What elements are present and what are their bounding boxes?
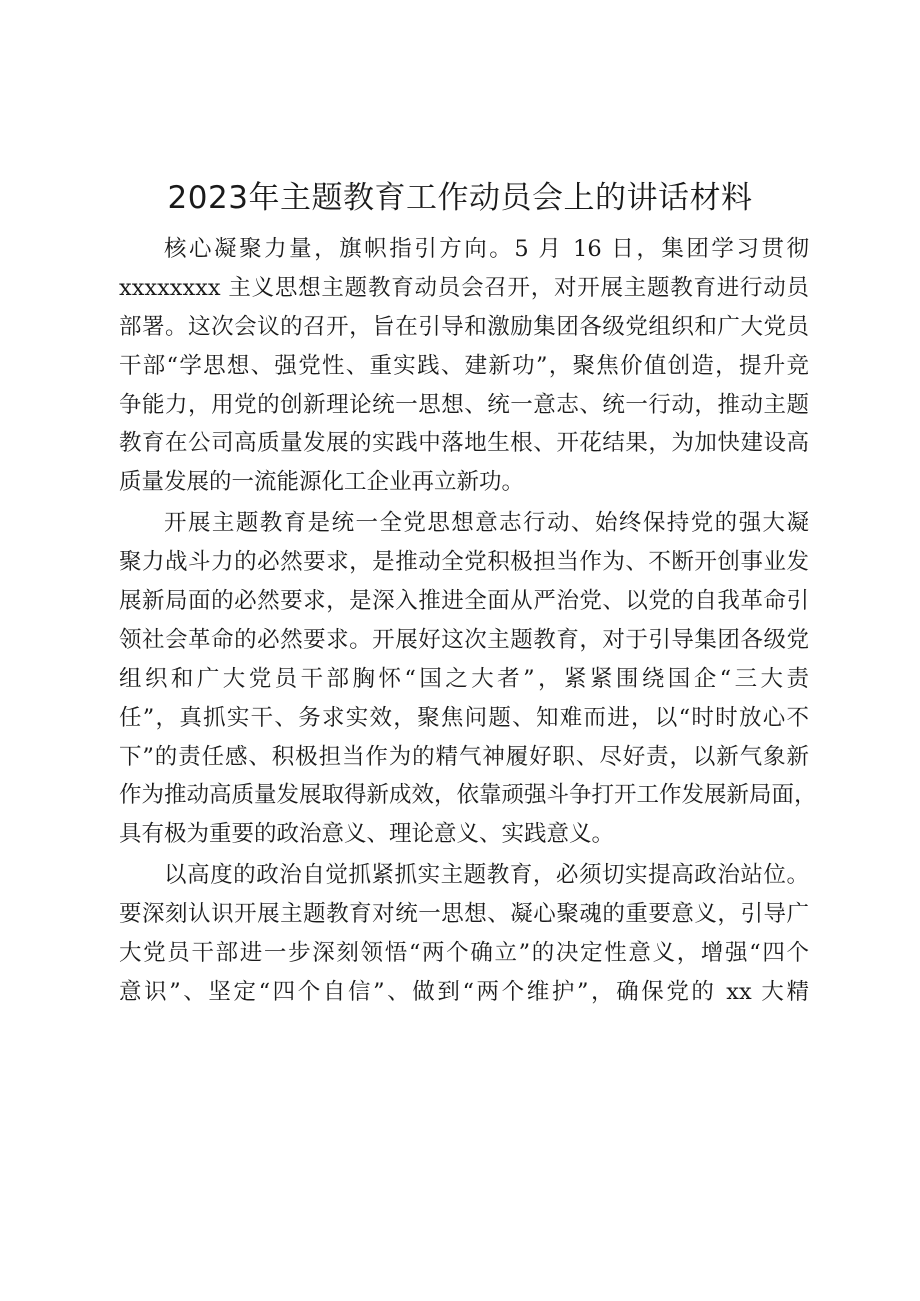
paragraph-line: 组织和广大党员干部胸怀“国之大者”，紧紧围绕国企“三大责 bbox=[119, 665, 809, 692]
paragraph-line: 下”的责任感、积极担当作为的精气神履好职、尽好责，以新气象新 bbox=[119, 743, 809, 770]
paragraph-3 bbox=[119, 856, 809, 1012]
paragraph-1 bbox=[119, 230, 809, 502]
paragraph-line: 领社会革命的必然要求。开展好这次主题教育，对于引导集团各级党 bbox=[119, 626, 809, 653]
paragraph-line: 大党员干部进一步深刻领悟“两个确立”的决定性意义，增强“四个 bbox=[119, 940, 809, 967]
document-body bbox=[119, 230, 817, 1012]
paragraph-line: 任”，真抓实干、务求实效，聚焦问题、知难而进，以“时时放心不 bbox=[119, 704, 809, 731]
paragraph-line: 具有极为重要的政治意义、理论意义、实践意义。 bbox=[119, 821, 615, 848]
document-title: 2023年主题教育工作动员会上的讲话材料 bbox=[167, 180, 753, 216]
paragraph-line: 展新局面的必然要求，是深入推进全面从严治党、以党的自我革命引 bbox=[119, 588, 809, 615]
paragraph-line: 争能力，用党的创新理论统一思想、统一意志、统一行动，推动主题 bbox=[119, 391, 809, 418]
paragraph-line: 教育在公司高质量发展的实践中落地生根、开花结果，为加快建设高 bbox=[119, 430, 809, 457]
paragraph-line: 聚力战斗力的必然要求，是推动全党积极担当作为、不断开创事业发 bbox=[119, 549, 809, 576]
paragraph-line: 以高度的政治自觉抓紧抓实主题教育，必须切实提高政治站位。 bbox=[164, 862, 809, 889]
paragraph-line: 核心凝聚力量，旗帜指引方向。5 月 16 日，集团学习贯彻 bbox=[164, 236, 809, 262]
paragraph-line: 意识”、坚定“四个自信”、做到“两个维护”，确保党的 xx 大精 bbox=[119, 978, 809, 1005]
paragraph-line: 开展主题教育是统一全党思想意志行动、始终保持党的强大凝 bbox=[164, 510, 809, 537]
paragraph-line: 干部“学思想、强党性、重实践、建新功”，聚焦价值创造，提升竞 bbox=[119, 352, 809, 379]
paragraph-2 bbox=[119, 504, 817, 854]
paragraph-line: 部署。这次会议的召开，旨在引导和激励集团各级党组织和广大党员 bbox=[119, 313, 809, 340]
paragraph-line: 质量发展的一流能源化工企业再立新功。 bbox=[119, 469, 525, 496]
paragraph-line: 要深刻认识开展主题教育对统一思想、凝心聚魂的重要意义，引导广 bbox=[119, 901, 809, 928]
paragraph-line: 作为推动高质量发展取得新成效，依靠顽强斗争打开工作发展新局面， bbox=[119, 782, 817, 809]
paragraph-line: xxxxxxxx 主义思想主题教育动员会召开，对开展主题教育进行动员 bbox=[119, 274, 809, 301]
